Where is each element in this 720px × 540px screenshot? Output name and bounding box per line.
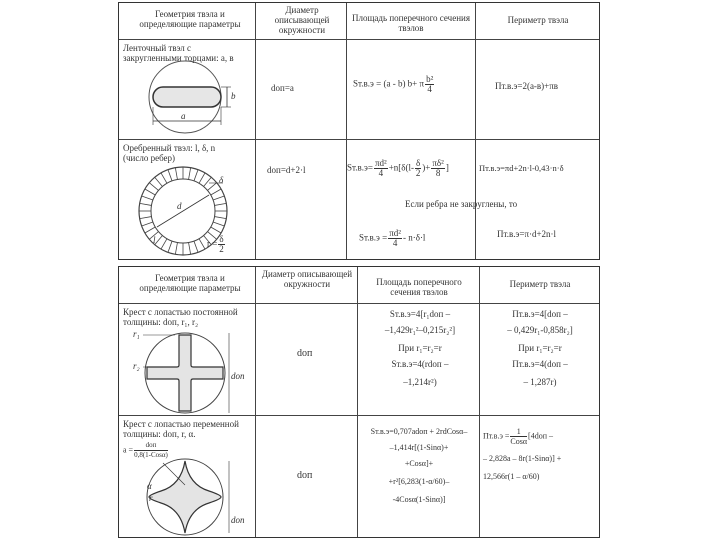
fin-line: [208, 183, 217, 191]
row2-description-1: Крест с лопастью переменной: [123, 419, 239, 429]
fin-line: [194, 241, 198, 252]
fin-line: [175, 243, 177, 255]
table-1: [118, 2, 600, 260]
area-line: –1,414r[(1-Sinα)+: [389, 443, 449, 452]
row1-diameter: dоп=a: [271, 83, 294, 93]
row2-note: Если ребра не закруглены, то: [405, 199, 518, 209]
table-1-row-divider: [119, 139, 599, 140]
row1-description-1: Крест с лопастью постоянной: [123, 307, 238, 317]
fin-line: [189, 243, 191, 255]
fin-delta-label: δ: [219, 175, 224, 185]
fin-line: [204, 177, 212, 186]
row2-diameter: dоп: [297, 470, 313, 481]
fin-line: [213, 196, 224, 200]
perimeter-line: При r₁=r₂=r: [518, 343, 562, 353]
table-2-col-divider: [357, 267, 358, 537]
cross2-alpha-label: α: [147, 481, 152, 491]
fin-line: [211, 189, 221, 195]
perimeter-line: – 0,429r₁-0,858r₂]: [507, 325, 573, 335]
fin-line: [145, 227, 155, 233]
area-line: +Cosα]+: [404, 459, 434, 468]
fin-line: [149, 183, 158, 191]
fin-line: [168, 241, 172, 252]
row2-area-formula: Sт.в.э= $\frac{\text{πd²}}{4}$ +n[δ(l- $\frac{\delta}{2}$ )+ $\frac{\text{πδ²}}{8}$ ]: [347, 158, 449, 178]
row2-description-1: Оребренный твэл: l, δ, n: [123, 143, 216, 153]
row1-area-formula: Sт.в.э = (a - b) b+ π $\frac{\text{b²}}{4}$: [353, 74, 434, 94]
row1-description: Ленточный твэл с закругленными торцами: a, в: [123, 43, 234, 63]
area-line: Sт.в.э=0,707adоп + 2rdCosα–: [370, 427, 468, 436]
table-2-header-divider: [119, 303, 599, 304]
perimeter-line: Пт.в.э=4[dоп –: [512, 309, 568, 319]
area-line: –1,214r²): [403, 377, 437, 387]
row2-area-formula: [361, 427, 477, 505]
fin-r-label: r = $\frac{\delta}{2}$: [207, 234, 224, 254]
header-diameter: Диаметр описывающей окружности: [261, 269, 353, 289]
fin-line: [140, 203, 152, 205]
row2-a-definition: a = $\frac{\text{dоп}}{\text{0,8(1-Cosα)}}$: [123, 441, 168, 459]
cross-r1-label: r₁: [133, 329, 140, 339]
fin-line: [168, 170, 172, 181]
cross-d-label: dоп: [231, 371, 245, 381]
fin-line: [161, 239, 167, 249]
fin-d-label: d: [177, 201, 182, 211]
row1-perimeter-formula: [485, 309, 595, 387]
row2-description-2: толщины: dоп, r, α.: [123, 429, 196, 439]
area-line: Sт.в.э=4(rdоп –: [391, 359, 449, 369]
perimeter-line: – 1,287r): [523, 377, 557, 387]
row2-perimeter: Пт.в.э=πd+2n·l-0,43·n·δ: [479, 163, 564, 173]
dimension-b-label: b: [231, 91, 236, 101]
row1-area-formula: [365, 309, 475, 387]
fin-line: [215, 217, 227, 219]
cross2-r-label: r: [149, 493, 153, 503]
dimension-a-label: a: [181, 111, 186, 121]
header-diameter: Диаметр описывающей окружности: [274, 5, 330, 35]
fin-line: [161, 173, 167, 183]
row2-perimeter2: Пт.в.э=π·d+2n·l: [497, 229, 557, 239]
header-geometry: Геометрия твэла и определяющие параметры: [139, 273, 241, 293]
area-line: -4Cosα(1-Sinα)]: [392, 495, 446, 504]
row2-area2-formula: Sт.в.э = $\frac{\text{πd²}}{4}$ - n·δ·l: [359, 228, 426, 248]
row2-perimeter-formula: [483, 427, 599, 482]
fin-l-label: l: [153, 235, 156, 245]
fin-line: [142, 222, 153, 226]
perimeter-line: Пт.в.э=4(dоп –: [512, 359, 568, 369]
cross2-d-label: dоп: [231, 515, 245, 525]
fin-line: [145, 189, 155, 195]
header-perimeter: Периметр твэла: [509, 279, 571, 289]
perimeter-line: – 2,828a – 8r(1-Sinα)] +: [483, 454, 562, 463]
fin-line: [199, 239, 205, 249]
table-1-header-divider: [119, 39, 599, 40]
table-1-col-divider: [255, 3, 256, 259]
perimeter-line: Пт.в.э = $\frac{1}{\text{Cosα}}$ [4dоп –: [483, 427, 553, 446]
row1-diameter: dоп: [297, 348, 313, 359]
row1-description-2: толщины: dоп, r₁, r₂: [123, 317, 199, 327]
fin-line: [189, 168, 191, 180]
table-2-col-divider: [479, 267, 480, 537]
area-line: При r₁=r₂=r: [398, 343, 442, 353]
cross-r2-label: r₂: [133, 361, 140, 371]
row2-description-2: (число ребер): [123, 153, 176, 163]
fin-line: [211, 227, 221, 233]
fin-line: [140, 217, 152, 219]
fin-line: [199, 173, 205, 183]
fin-line: [194, 170, 198, 181]
table-1-col-divider: [346, 3, 347, 259]
row2-diameter: dоп=d+2·l: [267, 165, 306, 175]
table-1-col-divider: [475, 3, 476, 259]
fin-line: [175, 168, 177, 180]
fin-line: [155, 177, 163, 186]
header-area: Площадь поперечного сечения твэлов: [376, 277, 462, 297]
finned-fuel-diagram: [123, 163, 253, 259]
perimeter-line: 12,566r(1 – α/60): [483, 472, 540, 481]
area-line: –1,429r₁²–0,215r₂²]: [384, 325, 456, 335]
fin-line: [215, 203, 227, 205]
fin-line: [213, 222, 224, 226]
header-geometry: Геометрия твэла и определяющие параметры: [139, 9, 241, 29]
area-line: +r²[6,283(1-α/60)–: [388, 477, 450, 486]
area-line: Sт.в.э=4[r₁dоп –: [389, 309, 451, 319]
fin-line: [142, 196, 153, 200]
table-2: [118, 266, 600, 538]
header-area: Площадь поперечного сечения твэлов: [352, 13, 470, 33]
table-2-col-divider: [255, 267, 256, 537]
row1-perimeter: Пт.в.э=2(a-в)+πв: [495, 81, 559, 91]
header-perimeter: Периметр твэла: [507, 15, 569, 25]
